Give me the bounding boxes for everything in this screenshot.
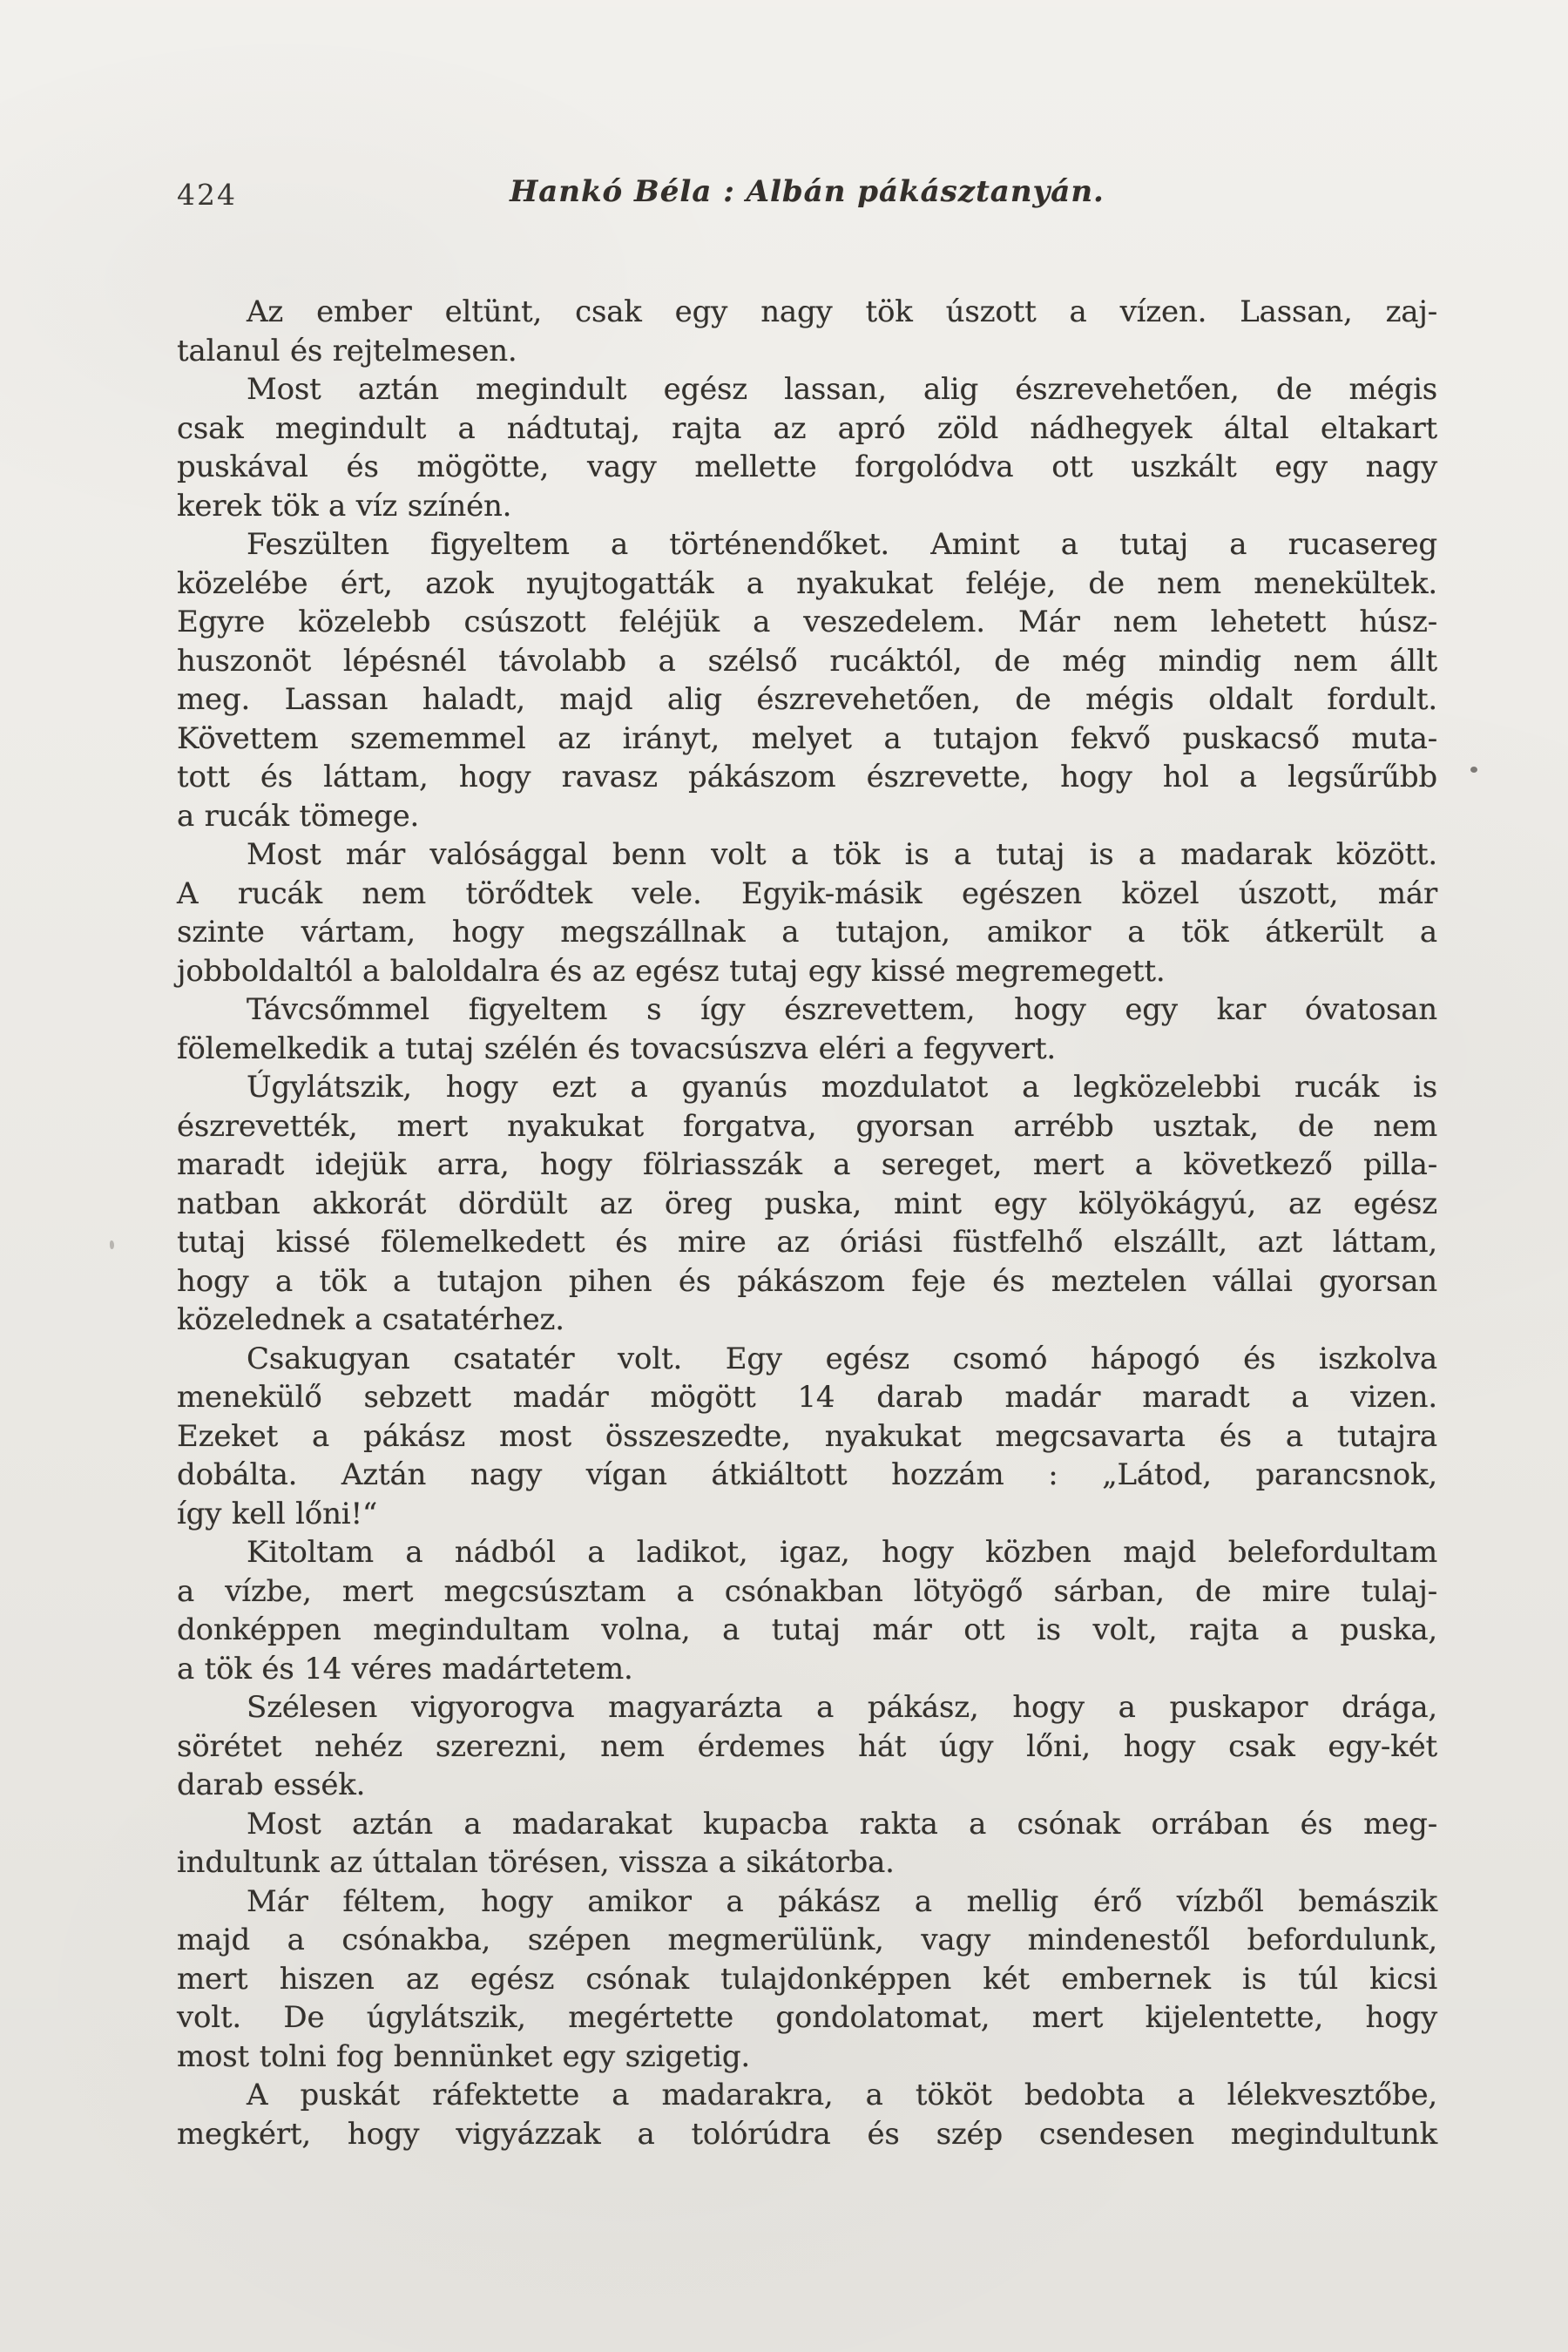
text-line: sörétet nehéz szerezni, nem érdemes hát úgy lőni, hogy csak egy-két <box>177 1728 1437 1764</box>
paragraph <box>177 835 1437 990</box>
text-line: dobálta. Aztán nagy vígan átkiáltott hozzám : „Látod, parancsnok, <box>177 1457 1437 1492</box>
text-line: majd a csónakba, szépen megmerülünk, vagy mindenestől befordulunk, <box>177 1923 1437 1957</box>
text-line: volt. De úgylátszik, megértette gondolatomat, mert kijelentette, hogy <box>177 2000 1437 2035</box>
text-line: Csakugyan csatatér volt. Egy egész csomó hápogó és iszkolva <box>247 1341 1437 1376</box>
text-line: közelednek a csatatérhez. <box>177 1302 564 1337</box>
text-line: szinte vártam, hogy megszállnak a tutajon, amikor a tök átkerült a <box>177 915 1437 950</box>
paragraph <box>177 525 1437 835</box>
text-line: maradt idejük arra, hogy fölriasszák a sereget, mert a következő pilla- <box>177 1147 1437 1182</box>
text-line: tott és láttam, hogy ravasz pákászom észrevette, hogy hol a legsűrűbb <box>177 760 1437 794</box>
text-line: a vízbe, mert megcsúsztam a csónakban lötyögő sárban, de mire tulaj- <box>177 1573 1437 1609</box>
text-line: darab essék. <box>177 1767 366 1802</box>
text-line: így kell lőni!“ <box>177 1496 378 1531</box>
running-header-title: Hankó Béla : Albán pákásztanyán. <box>510 174 1105 209</box>
page-number: 424 <box>177 178 237 212</box>
text-line: megkért, hogy vigyázzak a tolórúdra és szép csendesen megindultunk <box>177 2116 1437 2152</box>
paragraph <box>177 2076 1437 2153</box>
paragraph <box>177 1805 1437 1882</box>
text-line: most tolni fog bennünket egy szigetig. <box>177 2038 751 2074</box>
paragraph <box>177 293 1437 370</box>
text-line: kerek tök a víz színén. <box>177 488 512 524</box>
text-line: Most aztán megindult egész lassan, alig észrevehetően, de mégis <box>247 372 1437 407</box>
running-head <box>177 174 1437 216</box>
text-line: tutaj kissé fölemelkedett és mire az óriási füstfelhő elszállt, azt láttam, <box>177 1225 1437 1260</box>
text-line: Úgylátszik, hogy ezt a gyanús mozdulatot a legközelebbi rucák is <box>247 1070 1437 1105</box>
text-line: észrevették, mert nyakukat forgatva, gyorsan arrébb usztak, de nem <box>177 1108 1437 1144</box>
text-line: a rucák tömege. <box>177 798 420 834</box>
text-line: közelébe ért, azok nyujtogatták a nyakukat feléje, de nem menekültek. <box>177 565 1437 601</box>
text-line: donképpen megindultam volna, a tutaj már ott is volt, rajta a puska, <box>177 1612 1437 1647</box>
text-line: Szélesen vigyorogva magyarázta a pákász, hogy a puskapor drága, <box>247 1690 1437 1725</box>
paragraph <box>177 1533 1437 1688</box>
text-line: A puskát ráfektette a madarakra, a tököt bedobta a lélekvesztőbe, <box>247 2078 1437 2112</box>
text-line: menekülő sebzett madár mögött 14 darab madár maradt a vizen. <box>177 1380 1437 1415</box>
text-line: Feszülten figyeltem a történendőket. Amint a tutaj a rucasereg <box>247 527 1437 562</box>
text-line: Most már valósággal benn volt a tök is a tutaj is a madarak között. <box>247 837 1437 872</box>
text-line: Kitoltam a nádból a ladikot, igaz, hogy közben majd belefordultam <box>247 1535 1437 1570</box>
text-line: csak megindult a nádtutaj, rajta az apró zöld nádhegyek által eltakart <box>177 410 1437 446</box>
text-line: talanul és rejtelmesen. <box>177 333 517 368</box>
text-line: huszonöt lépésnél távolabb a szélső rucáktól, de még mindig nem állt <box>177 643 1437 679</box>
page-body <box>177 293 1437 2153</box>
paragraph <box>177 370 1437 525</box>
text-line: Követtem szememmel az irányt, melyet a tutajon fekvő puskacső muta- <box>177 720 1437 756</box>
paragraph <box>177 990 1437 1068</box>
text-line: Az ember eltünt, csak egy nagy tök úszott a vízen. Lassan, zaj- <box>247 294 1437 329</box>
text-line: mert hiszen az egész csónak tulajdonképpen két embernek is túl kicsi <box>177 1961 1437 1997</box>
text-line: Egyre közelebb csúszott feléjük a veszedelem. Már nem lehetett húsz- <box>177 605 1437 639</box>
text-line: Most aztán a madarakat kupacba rakta a csónak orrában és meg- <box>247 1806 1437 1842</box>
text-line: indultunk az úttalan törésen, vissza a sikátorba. <box>177 1845 895 1880</box>
ink-speck <box>110 1240 114 1249</box>
paragraph <box>177 1688 1437 1805</box>
text-line: hogy a tök a tutajon pihen és pákászom feje és meztelen vállai gyorsan <box>177 1263 1437 1299</box>
paragraph <box>177 1882 1437 2077</box>
text-line: fölemelkedik a tutaj szélén és tovacsúszva eléri a fegyvert. <box>177 1031 1057 1066</box>
ink-speck <box>1470 767 1477 773</box>
text-line: a tök és 14 véres madártetem. <box>177 1651 633 1686</box>
text-line: jobboldaltól a baloldalra és az egész tutaj egy kissé megremegett. <box>177 953 1166 989</box>
text-line: puskával és mögötte, vagy mellette forgolódva ott uszkált egy nagy <box>177 449 1437 484</box>
text-line: meg. Lassan haladt, majd alig észrevehetően, de mégis oldalt fordult. <box>177 682 1437 717</box>
text-line: Már féltem, hogy amikor a pákász a mellig érő vízből bemászik <box>247 1883 1437 1919</box>
text-line: natban akkorát dördült az öreg puska, mint egy kölyökágyú, az egész <box>177 1186 1437 1221</box>
text-line: Távcsőmmel figyeltem s így észrevettem, hogy egy kar óvatosan <box>247 992 1437 1027</box>
paragraph <box>177 1068 1437 1340</box>
text-line: A rucák nem törődtek vele. Egyik-másik egészen közel úszott, már <box>177 875 1437 911</box>
paragraph <box>177 1340 1437 1534</box>
text-line: Ezeket a pákász most összeszedte, nyakukat megcsavarta és a tutajra <box>177 1418 1437 1454</box>
